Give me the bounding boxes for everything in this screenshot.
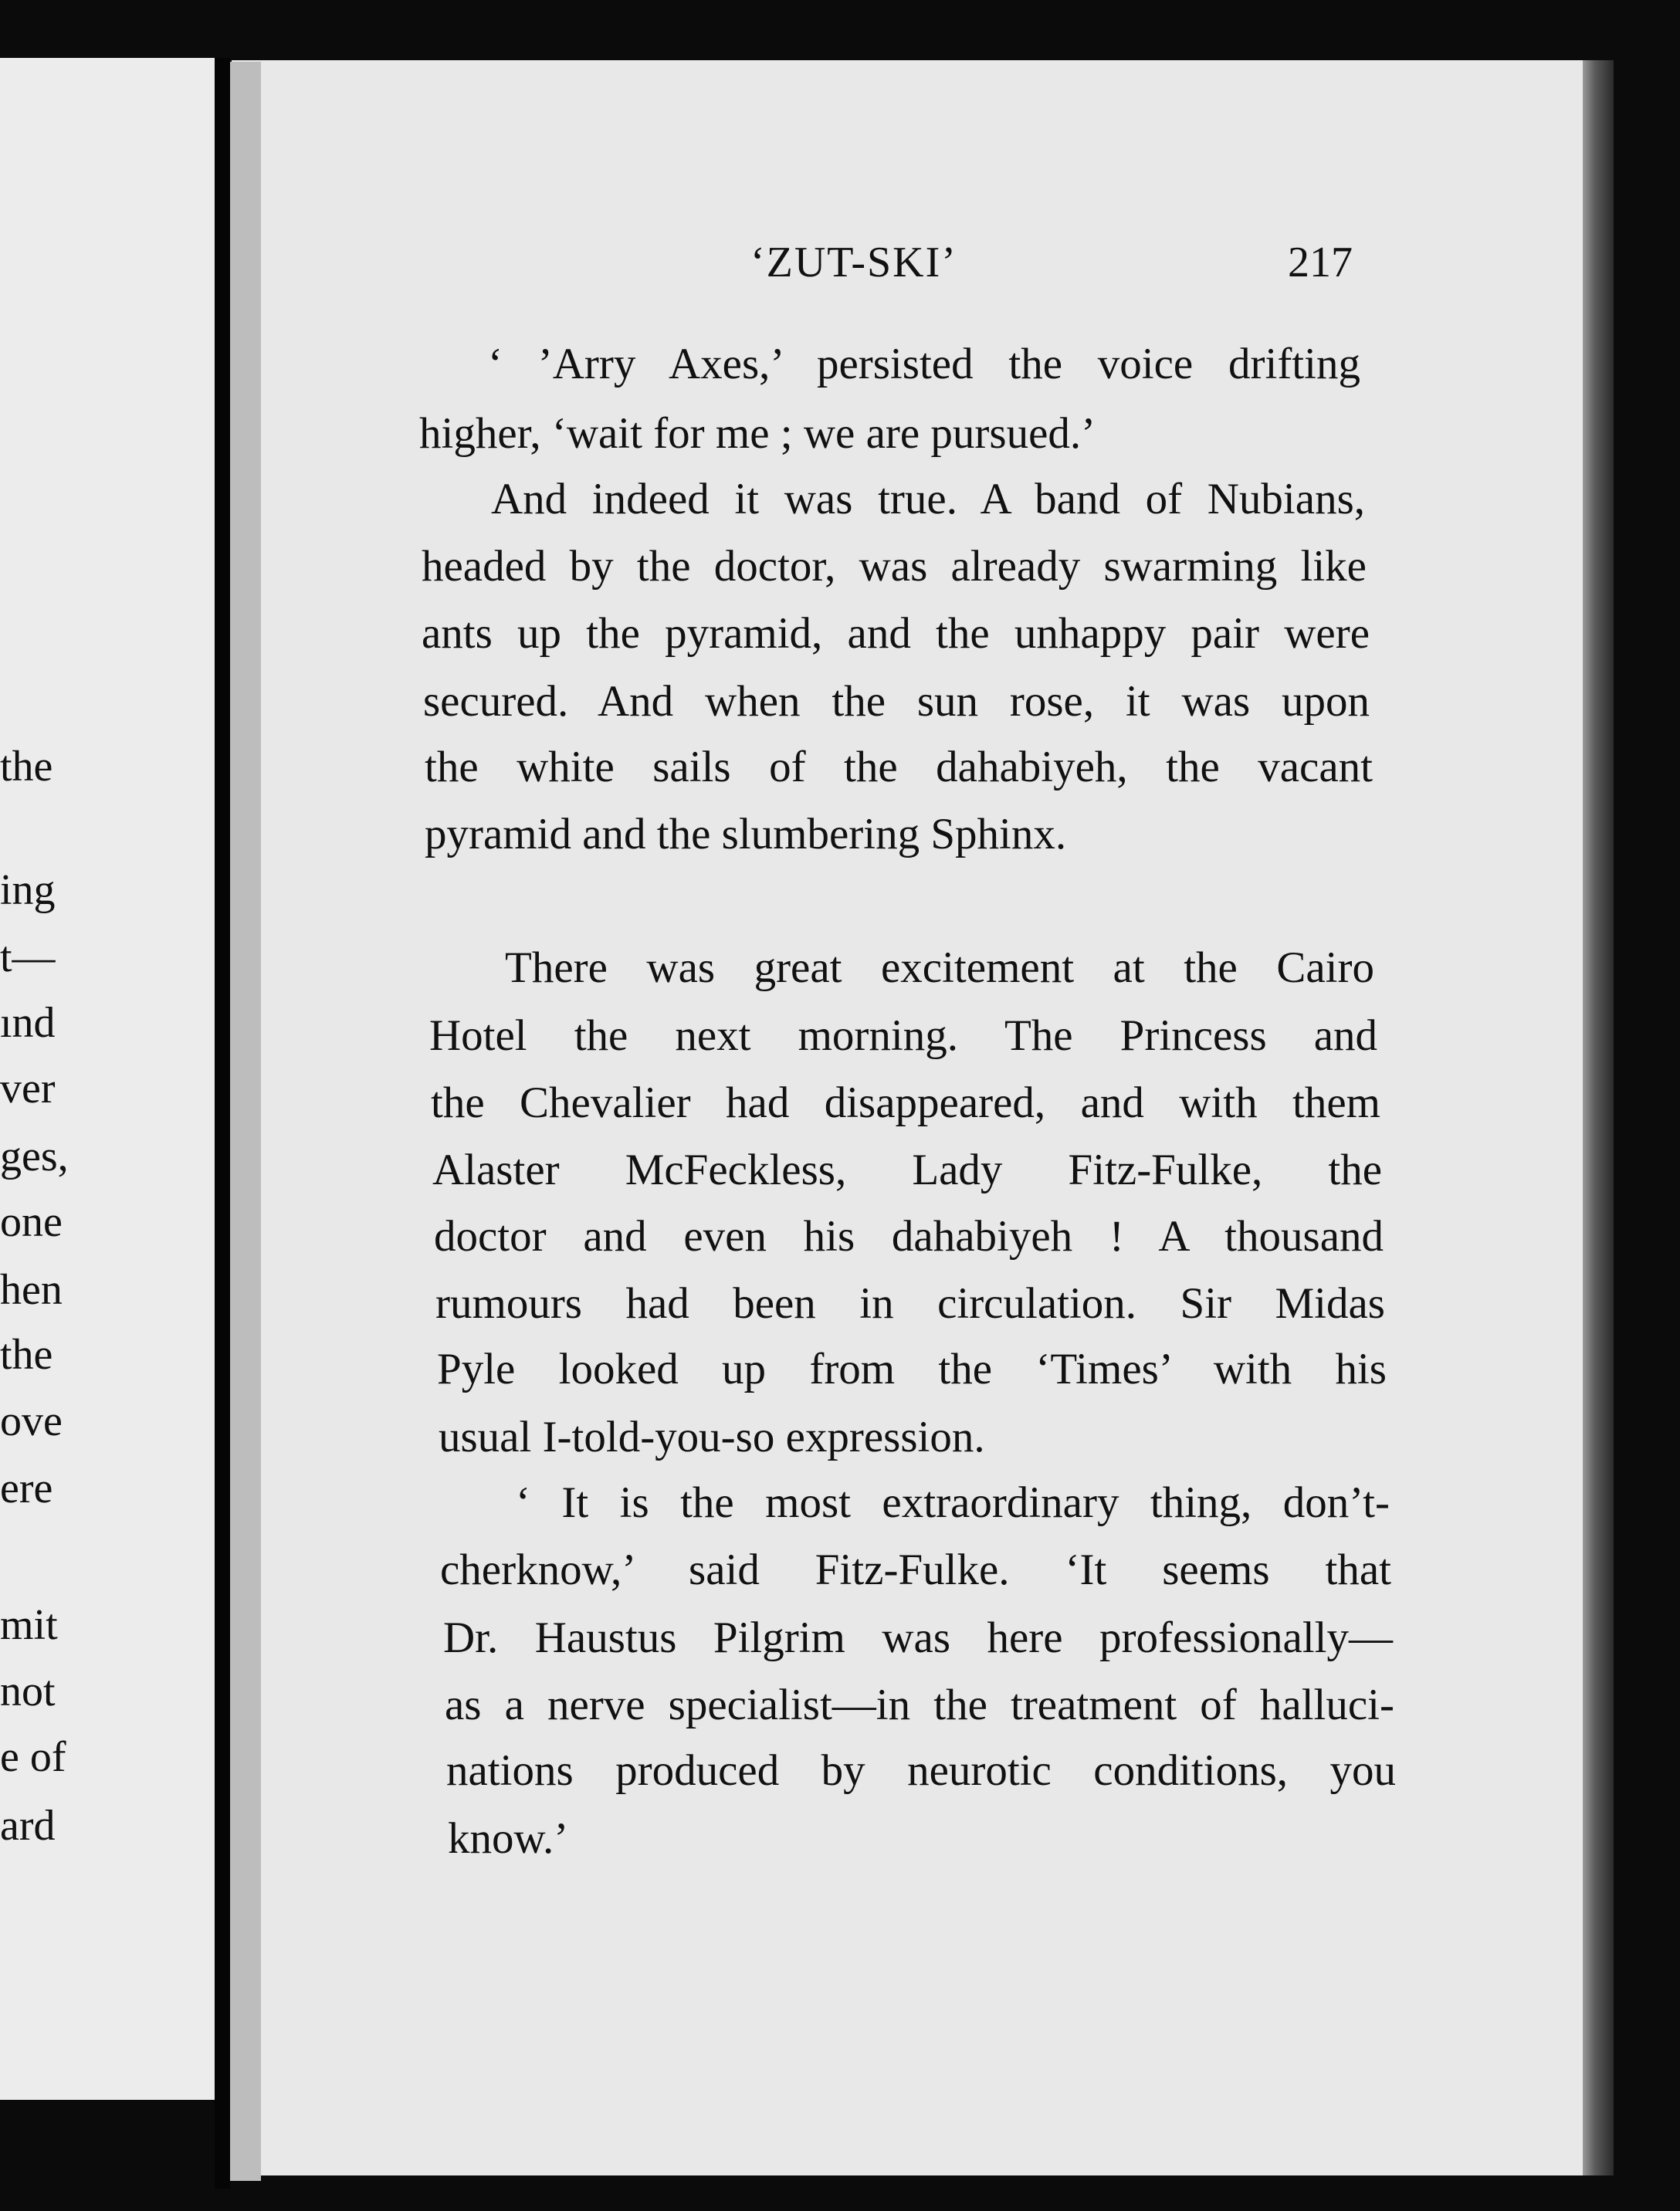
page-edge	[1583, 60, 1614, 2175]
text-line: ‘ ’Arry Axes,’ persisted the voice drifting	[488, 340, 1360, 388]
text-line: ants up the pyramid, and the unhappy pair were	[422, 609, 1370, 658]
text-line: know.’	[448, 1814, 569, 1863]
left-page-text: not	[0, 1668, 56, 1715]
left-page-text: one	[0, 1198, 63, 1246]
text-line: as a nerve specialist—in the treatment of halluci-	[445, 1681, 1394, 1729]
text-line: cherknow,’ said Fitz-Fulke. ‘It seems that	[440, 1546, 1391, 1594]
text-line: nations produced by neurotic conditions, you	[446, 1746, 1396, 1795]
left-page-text: mit	[0, 1601, 58, 1649]
text-line: And indeed it was true. A band of Nubians,	[491, 475, 1365, 523]
text-line: the white sails of the dahabiyeh, the vacant	[425, 743, 1373, 791]
left-page-text: ing	[0, 866, 56, 914]
text-line: pyramid and the slumbering Sphinx.	[425, 810, 1067, 858]
left-page-text: the	[0, 743, 53, 791]
left-page-fragment	[0, 58, 215, 2100]
left-page-text: ges,	[0, 1133, 69, 1180]
text-line: the Chevalier had disappeared, and with them	[431, 1078, 1380, 1127]
text-line: rumours had been in circulation. Sir Midas	[435, 1279, 1385, 1328]
book-spine	[215, 58, 230, 2189]
left-page-text: t—	[0, 933, 56, 981]
left-page-text: ınd	[0, 999, 56, 1047]
left-page-text: e of	[0, 1733, 66, 1781]
text-line: higher, ‘wait for me ; we are pursued.’	[419, 409, 1096, 458]
left-page-text: ere	[0, 1464, 53, 1512]
text-line: secured. And when the sun rose, it was upon	[423, 677, 1370, 726]
text-line: doctor and even his dahabiyeh ! A thousand	[434, 1212, 1384, 1261]
text-line: Dr. Haustus Pilgrim was here professionally—	[443, 1613, 1393, 1662]
left-page-text: ard	[0, 1802, 56, 1850]
text-line: ‘ It is the most extraordinary thing, don’t-	[516, 1478, 1390, 1527]
left-page-text: the	[0, 1331, 53, 1379]
running-title: ‘ZUT-SKI’	[750, 239, 957, 286]
page-number: 217	[1288, 239, 1353, 286]
text-line: Hotel the next morning. The Princess and	[429, 1011, 1377, 1060]
left-page-text: hen	[0, 1266, 63, 1314]
page-header	[750, 238, 1353, 300]
left-page-text: ver	[0, 1065, 56, 1112]
text-line: Alaster McFeckless, Lady Fitz-Fulke, the	[432, 1146, 1382, 1194]
text-line: Pyle looked up from the ‘Times’ with his	[437, 1345, 1387, 1393]
text-line: headed by the doctor, was already swarming like	[422, 542, 1367, 591]
page-gutter	[230, 62, 261, 2181]
text-line: There was great excitement at the Cairo	[505, 943, 1374, 992]
text-line: usual I-told-you-so expression.	[439, 1413, 985, 1461]
left-page-text: ove	[0, 1397, 63, 1445]
